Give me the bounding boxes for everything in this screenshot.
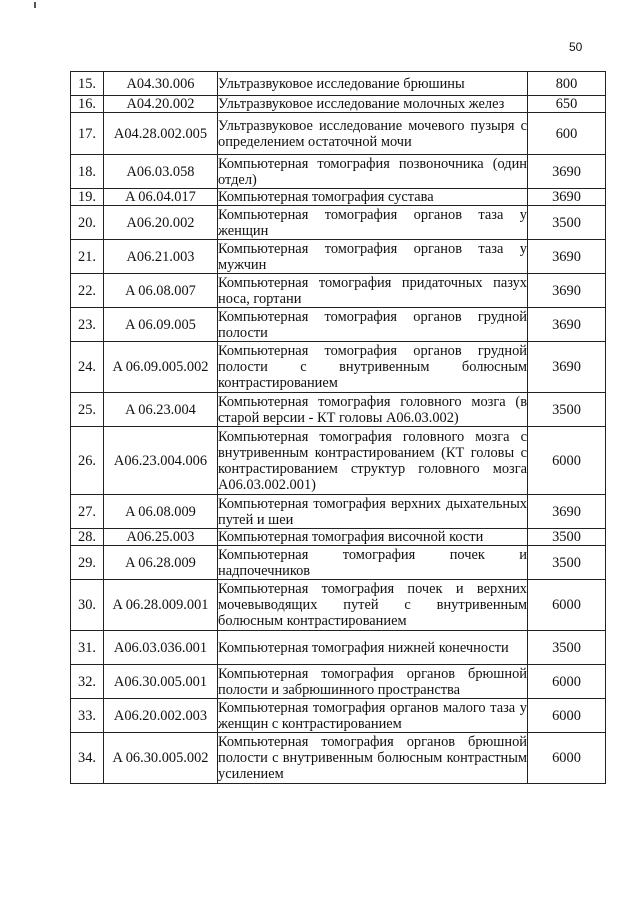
table-row: [71, 699, 606, 733]
price-cell: 6000: [528, 580, 606, 631]
row-number-cell: 31.: [71, 631, 104, 665]
table-row: [71, 393, 606, 427]
row-number-cell: 33.: [71, 699, 104, 733]
price-cell: 600: [528, 113, 606, 155]
price-cell: 3500: [528, 206, 606, 240]
service-code-cell: A 06.09.005.002: [104, 342, 218, 393]
price-cell: 3690: [528, 274, 606, 308]
service-name-cell: Ультразвуковое исследование мочевого пузыря с определением остаточной мочи: [218, 113, 528, 155]
service-name-cell: Компьютерная томография органов малого таза у женщин с контрастированием: [218, 699, 527, 732]
price-cell: 3500: [528, 546, 606, 580]
service-code-cell: A 06.08.007: [104, 274, 218, 308]
table-body: [71, 72, 606, 784]
price-cell: 3690: [528, 308, 606, 342]
service-code-cell: A 06.28.009: [104, 546, 218, 580]
price-cell: 3690: [528, 495, 606, 529]
row-number-cell: 27.: [71, 495, 104, 529]
service-name-cell: Компьютерная томография придаточных пазух носа, гортани: [218, 274, 527, 307]
row-number-cell: 25.: [71, 393, 104, 427]
table-row: [71, 274, 606, 308]
price-cell: 3690: [528, 240, 606, 274]
service-name-cell: Компьютерная томография органов таза у женщин: [218, 206, 527, 239]
service-code-cell: A 06.28.009.001: [104, 580, 218, 631]
table-row: [71, 427, 606, 495]
service-name-cell: Компьютерная томография почек и верхних мочевыводящих путей с внутривенным болюсным контрастированием: [218, 581, 527, 629]
service-code-cell: A06.30.005.001: [104, 665, 218, 699]
service-name-cell: Компьютерная томография нижней конечности: [218, 631, 528, 665]
price-cell: 3690: [528, 189, 606, 206]
row-number-cell: 28.: [71, 529, 104, 546]
scan-corner-mark: [34, 2, 36, 8]
price-cell: 3690: [528, 155, 606, 189]
table-row: [71, 206, 606, 240]
price-cell: 6000: [528, 665, 606, 699]
service-name-cell: Компьютерная томография головного мозга (в старой версии - КТ головы A06.03.002): [218, 393, 527, 426]
services-price-table: [70, 71, 606, 784]
service-code-cell: A06.20.002: [104, 206, 218, 240]
row-number-cell: 29.: [71, 546, 104, 580]
table-row: [71, 189, 606, 206]
service-code-cell: A 06.23.004: [104, 393, 218, 427]
service-code-cell: A04.30.006: [104, 72, 218, 96]
service-name-cell: Компьютерная томография позвоночника (один отдел): [218, 155, 527, 188]
row-number-cell: 32.: [71, 665, 104, 699]
table-row: [71, 113, 606, 155]
service-name-cell: Компьютерная томография головного мозга с внутривенным контрастированием (КТ головы с контрастированием структур головного мозга A06.03.002.001): [218, 428, 527, 493]
table-row: [71, 529, 606, 546]
row-number-cell: 21.: [71, 240, 104, 274]
table-row: [71, 308, 606, 342]
service-code-cell: A06.23.004.006: [104, 427, 218, 495]
price-cell: 6000: [528, 699, 606, 733]
service-name-cell: Компьютерная томография почек и надпочечников: [218, 546, 527, 579]
row-number-cell: 23.: [71, 308, 104, 342]
table-row: [71, 72, 606, 96]
row-number-cell: 20.: [71, 206, 104, 240]
service-name-cell: Компьютерная томография органов грудной полости: [218, 308, 527, 341]
row-number-cell: 24.: [71, 342, 104, 393]
service-code-cell: A 06.30.005.002: [104, 733, 218, 784]
service-code-cell: A 06.04.017: [104, 189, 218, 206]
service-name-cell: Компьютерная томография органов таза у мужчин: [218, 240, 527, 273]
service-code-cell: A 06.09.005: [104, 308, 218, 342]
row-number-cell: 26.: [71, 427, 104, 495]
price-cell: 6000: [528, 733, 606, 784]
row-number-cell: 30.: [71, 580, 104, 631]
table-row: [71, 155, 606, 189]
service-name-cell: Компьютерная томография верхних дыхательных путей и шеи: [218, 495, 527, 528]
service-code-cell: A06.03.036.001: [104, 631, 218, 665]
price-cell: 3500: [528, 631, 606, 665]
service-name-cell: Компьютерная томография сустава: [218, 189, 528, 206]
table-row: [71, 546, 606, 580]
row-number-cell: 16.: [71, 96, 104, 113]
service-code-cell: A 06.08.009: [104, 495, 218, 529]
table-row: [71, 631, 606, 665]
row-number-cell: 18.: [71, 155, 104, 189]
table-row: [71, 495, 606, 529]
row-number-cell: 19.: [71, 189, 104, 206]
service-name-cell: Компьютерная томография органов брюшной полости и забрюшинного пространства: [218, 665, 527, 698]
row-number-cell: 17.: [71, 113, 104, 155]
row-number-cell: 22.: [71, 274, 104, 308]
service-code-cell: A06.21.003: [104, 240, 218, 274]
price-cell: 3690: [528, 342, 606, 393]
service-code-cell: A04.20.002: [104, 96, 218, 113]
page-number: 50: [569, 40, 583, 54]
table-row: [71, 240, 606, 274]
price-cell: 3500: [528, 529, 606, 546]
table-row: [71, 665, 606, 699]
row-number-cell: 34.: [71, 733, 104, 784]
service-code-cell: A04.28.002.005: [104, 113, 218, 155]
price-cell: 6000: [528, 427, 606, 495]
service-name-cell: Ультразвуковое исследование молочных желез: [218, 96, 528, 113]
table-row: [71, 96, 606, 113]
service-name-cell: Ультразвуковое исследование брюшины: [218, 72, 528, 96]
service-name-cell: Компьютерная томография органов брюшной полости с внутривенным болюсным контрастным усилением: [218, 734, 527, 782]
service-code-cell: A06.03.058: [104, 155, 218, 189]
price-cell: 800: [528, 72, 606, 96]
table-row: [71, 580, 606, 631]
row-number-cell: 15.: [71, 72, 104, 96]
service-name-cell: Компьютерная томография органов грудной полости с внутривенным болюсным контрастированием: [218, 343, 527, 391]
service-code-cell: A06.25.003: [104, 529, 218, 546]
table-row: [71, 342, 606, 393]
price-cell: 3500: [528, 393, 606, 427]
price-cell: 650: [528, 96, 606, 113]
service-name-cell: Компьютерная томография височной кости: [218, 529, 528, 546]
table-row: [71, 733, 606, 784]
service-code-cell: A06.20.002.003: [104, 699, 218, 733]
